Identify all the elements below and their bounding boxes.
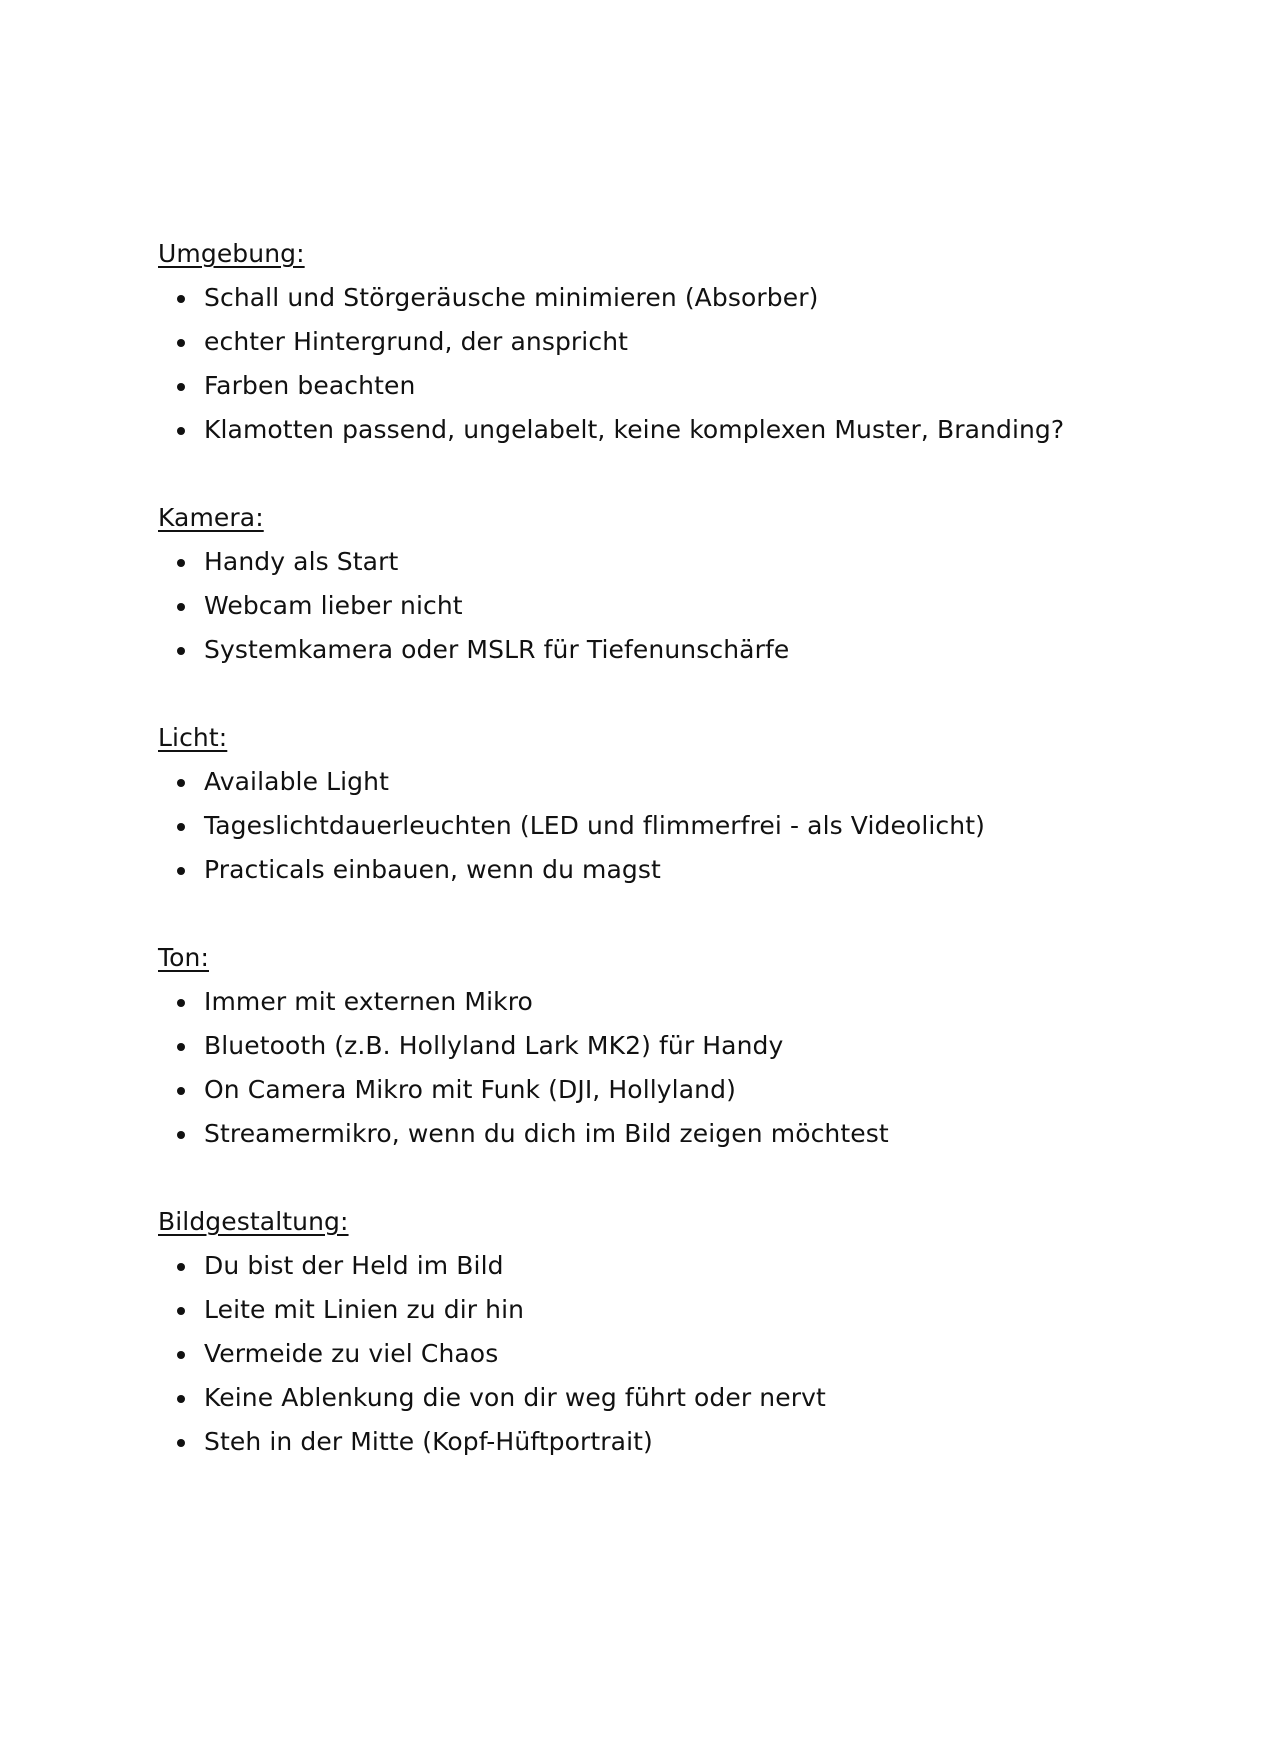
bullet-list (158, 1244, 1158, 1464)
list-item (158, 848, 1158, 892)
list-item (158, 1288, 1158, 1332)
list-item (158, 584, 1158, 628)
list-item-text: Du bist der Held im Bild (204, 1251, 504, 1280)
list-item-text: Practicals einbauen, wenn du magst (204, 855, 661, 884)
list-item-text: Keine Ablenkung die von dir weg führt oder nervt (204, 1383, 826, 1412)
list-item-text: echter Hintergrund, der anspricht (204, 327, 629, 356)
list-item-text: Schall und Störgeräusche minimieren (Absorber) (204, 283, 819, 312)
list-item (158, 1244, 1158, 1288)
bullet-icon (177, 295, 185, 303)
bullet-icon (177, 1263, 185, 1271)
list-item (158, 628, 1158, 672)
section-umgebung (158, 232, 1158, 452)
list-item (158, 364, 1158, 408)
list-item-text: Immer mit externen Mikro (204, 987, 533, 1016)
list-item-text: Vermeide zu viel Chaos (204, 1339, 499, 1368)
list-item-text: Klamotten passend, ungelabelt, keine komplexen Muster, Branding? (204, 415, 1065, 444)
list-item-text: Tageslichtdauerleuchten (LED und flimmerfrei - als Videolicht) (204, 811, 985, 840)
bullet-icon (177, 1439, 185, 1447)
list-item (158, 408, 1158, 452)
bullet-icon (177, 1087, 185, 1095)
list-item (158, 1420, 1158, 1464)
bullet-icon (177, 427, 185, 435)
list-item-text: Farben beachten (204, 371, 416, 400)
section-heading: Kamera: (158, 503, 264, 532)
section-heading: Licht: (158, 723, 228, 752)
section-bildgestaltung (158, 1200, 1158, 1464)
section-kamera (158, 496, 1158, 672)
bullet-icon (177, 339, 185, 347)
bullet-list (158, 540, 1158, 672)
list-item (158, 804, 1158, 848)
list-item-text: Streamermikro, wenn du dich im Bild zeigen möchtest (204, 1119, 889, 1148)
bullet-icon (177, 1131, 185, 1139)
list-item (158, 1112, 1158, 1156)
bullet-icon (177, 647, 185, 655)
bullet-icon (177, 1307, 185, 1315)
list-item-text: On Camera Mikro mit Funk (DJI, Hollyland) (204, 1075, 736, 1104)
bullet-icon (177, 1395, 185, 1403)
bullet-icon (177, 603, 185, 611)
bullet-list (158, 760, 1158, 892)
list-item-text: Systemkamera oder MSLR für Tiefenunschärfe (204, 635, 790, 664)
bullet-icon (177, 1043, 185, 1051)
list-item-text: Steh in der Mitte (Kopf-Hüftportrait) (204, 1427, 653, 1456)
bullet-icon (177, 823, 185, 831)
list-item (158, 1332, 1158, 1376)
list-item-text: Bluetooth (z.B. Hollyland Lark MK2) für Handy (204, 1031, 784, 1060)
list-item (158, 540, 1158, 584)
bullet-icon (177, 867, 185, 875)
section-heading: Umgebung: (158, 239, 305, 268)
list-item (158, 1024, 1158, 1068)
bullet-icon (177, 1351, 185, 1359)
section-heading: Ton: (158, 943, 209, 972)
bullet-icon (177, 779, 185, 787)
section-licht (158, 716, 1158, 892)
section-heading: Bildgestaltung: (158, 1207, 349, 1236)
list-item-text: Webcam lieber nicht (204, 591, 463, 620)
bullet-list (158, 276, 1158, 452)
list-item (158, 320, 1158, 364)
list-item (158, 1068, 1158, 1112)
list-item (158, 276, 1158, 320)
list-item (158, 1376, 1158, 1420)
list-item-text: Available Light (204, 767, 389, 796)
list-item (158, 760, 1158, 804)
bullet-icon (177, 559, 185, 567)
list-item (158, 980, 1158, 1024)
document-page (158, 232, 1158, 1508)
section-ton (158, 936, 1158, 1156)
list-item-text: Handy als Start (204, 547, 399, 576)
bullet-icon (177, 999, 185, 1007)
bullet-icon (177, 383, 185, 391)
list-item-text: Leite mit Linien zu dir hin (204, 1295, 525, 1324)
bullet-list (158, 980, 1158, 1156)
